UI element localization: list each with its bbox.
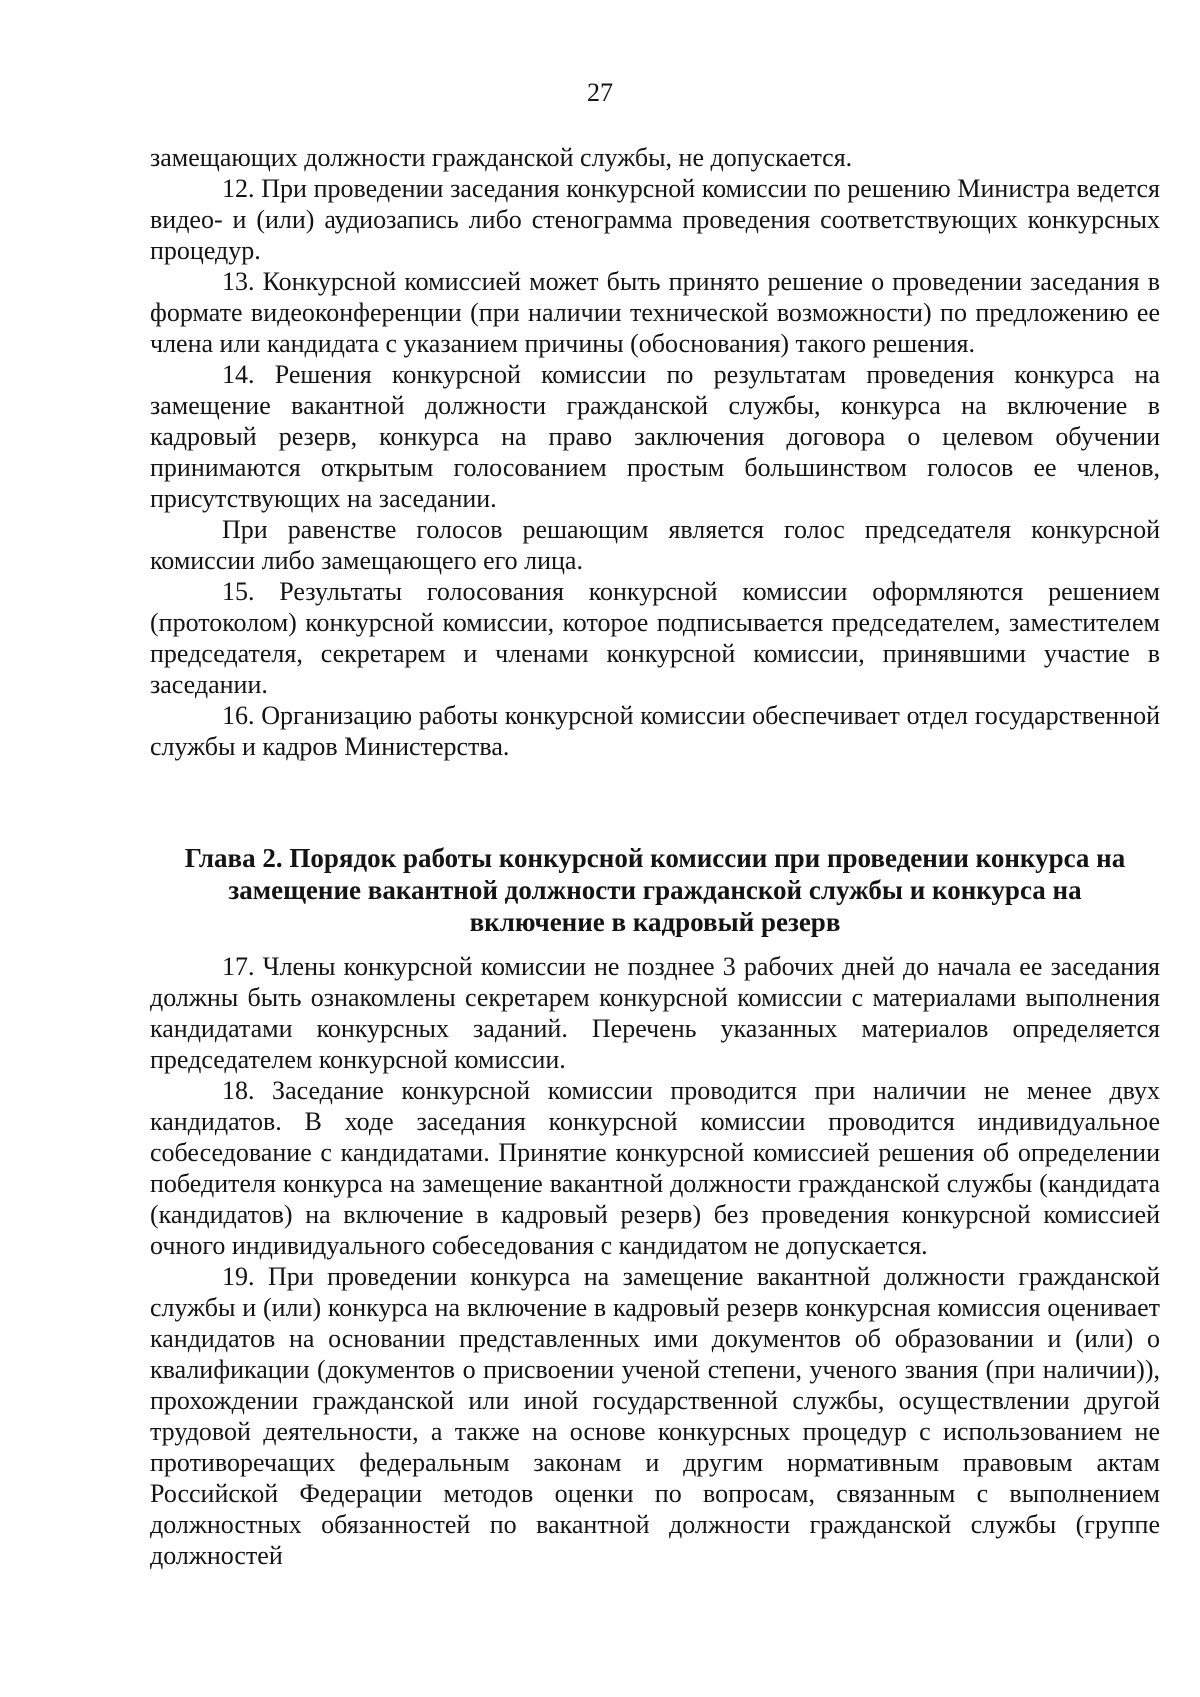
- paragraph: 19. При проведении конкурса на замещение вакантной должности гражданской службы и (или) конкурса на включение в кадровый резерв конкурсная комиссия оценивает кандидатов на основании представленных ими документов об образовании и (или) о квалификации (документов о присвоении ученой степени, ученого звания (при наличии)), прохождении гражданской или иной государственной службы, осуществлении другой трудовой деятельности, а также на основе конкурсных процедур с использованием не противоречащих федеральным законам и другим нормативным правовым актам Российской Федерации методов оценки по вопросам, связанным с выполнением должностных обязанностей по вакантной должности гражданской службы (группе должностей: [150, 1262, 1160, 1570]
- page-number: 27: [587, 78, 613, 107]
- paragraph: 18. Заседание конкурсной комиссии проводится при наличии не менее двух кандидатов. В ходе заседания конкурсной комиссии проводится индивидуальное собеседование с кандидатами. Принятие конкурсной комиссией решения об определении победителя конкурса на замещение вакантной должности гражданской службы (кандидата (кандидатов) на включение в кадровый резерв) без проведения конкурсной комиссией очного индивидуального собеседования с кандидатом не допускается.: [150, 1076, 1160, 1260]
- chapter-heading: [150, 842, 1160, 938]
- paragraph: 15. Результаты голосования конкурсной комиссии оформляются решением (протоколом) конкурсной комиссии, которое подписывается председателем, заместителем председателя, секретарем и членами конкурсной комиссии, принявшими участие в заседании.: [150, 577, 1160, 699]
- top-text-block: [150, 142, 1160, 762]
- paragraph: 17. Члены конкурсной комиссии не позднее 3 рабочих дней до начала ее заседания должны быть ознакомлены секретарем конкурсной комиссии с материалами выполнения кандидатами конкурсных заданий. Перечень указанных материалов определяется председателем конкурсной комиссии.: [150, 952, 1160, 1074]
- chapter-heading-line: Глава 2. Порядок работы конкурсной комиссии при проведении конкурса на: [184, 843, 1126, 873]
- chapter-heading-line: замещение вакантной должности гражданской службы и конкурса на: [228, 875, 1082, 905]
- chapter-heading-line: включение в кадровый резерв: [469, 907, 841, 937]
- paragraph: 12. При проведении заседания конкурсной комиссии по решению Министра ведется видео- и (или) аудиозапись либо стенограмма проведения соответствующих конкурсных процедур.: [150, 174, 1160, 265]
- paragraph: замещающих должности гражданской службы, не допускается.: [150, 143, 853, 172]
- paragraph: 13. Конкурсной комиссией может быть принято решение о проведении заседания в формате видеоконференции (при наличии технической возможности) по предложению ее члена или кандидата с указанием причины (обоснования) такого решения.: [150, 267, 1160, 358]
- paragraph: 16. Организацию работы конкурсной комиссии обеспечивает отдел государственной службы и кадров Министерства.: [150, 701, 1160, 761]
- paragraph: 14. Решения конкурсной комиссии по результатам проведения конкурса на замещение вакантной должности гражданской службы, конкурса на включение в кадровый резерв, конкурса на право заключения договора о целевом обучении принимаются открытым голосованием простым большинством голосов ее членов, присутствующих на заседании.: [150, 360, 1160, 513]
- paragraph: При равенстве голосов решающим является голос председателя конкурсной комиссии либо замещающего его лица.: [150, 515, 1160, 575]
- bottom-text-block: [150, 951, 1160, 1571]
